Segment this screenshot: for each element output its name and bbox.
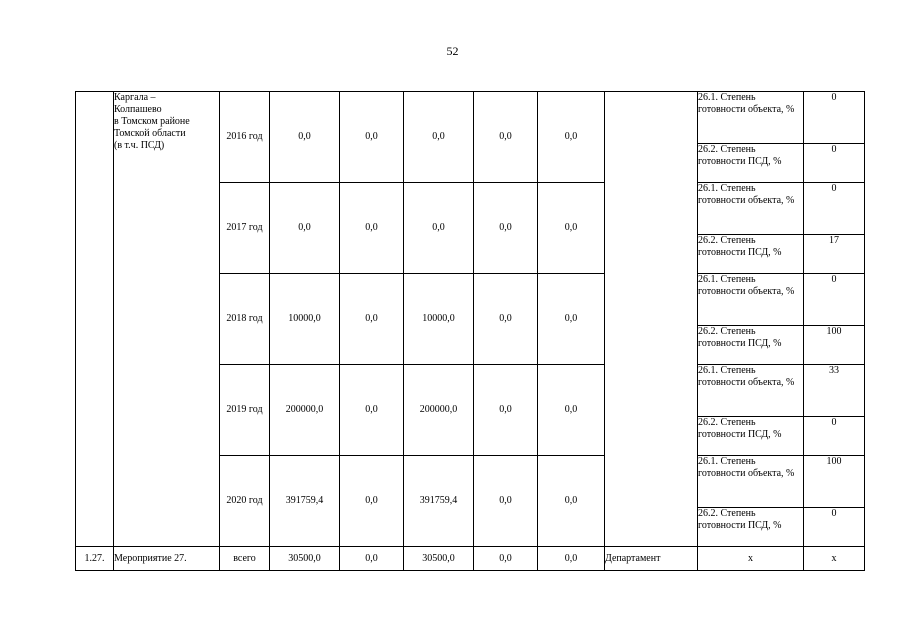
col3-cell: 10000,0	[404, 274, 474, 365]
indicator-label: 26.2. Степень готовности ПСД, %	[698, 417, 804, 456]
year-cell: 2019 год	[220, 365, 270, 456]
indicator-value: 0	[804, 417, 865, 456]
row-number: 1.27.	[76, 547, 114, 571]
indicator-label: 26.1. Степень готовности объекта, %	[698, 456, 804, 508]
year-cell: 2020 год	[220, 456, 270, 547]
total-cell: 0,0	[270, 92, 340, 183]
executor-cell: Департамент	[605, 547, 698, 571]
col4-cell: 0,0	[474, 183, 538, 274]
col2-cell: 0,0	[340, 183, 404, 274]
indicator-label: х	[698, 547, 804, 571]
indicator-label: 26.2. Степень готовности ПСД, %	[698, 235, 804, 274]
col5-cell: 0,0	[538, 365, 605, 456]
activity-name: Мероприятие 27.	[114, 547, 220, 571]
indicator-label: 26.1. Степень готовности объекта, %	[698, 365, 804, 417]
indicator-value: 100	[804, 326, 865, 365]
indicator-value: 0	[804, 274, 865, 326]
total-cell: 391759,4	[270, 456, 340, 547]
number-cell	[76, 92, 114, 547]
col4-cell: 0,0	[474, 456, 538, 547]
year-cell: 2018 год	[220, 274, 270, 365]
col2-cell: 0,0	[340, 274, 404, 365]
indicator-label: 26.1. Степень готовности объекта, %	[698, 92, 804, 144]
executor-cell	[605, 92, 698, 547]
indicator-value: 0	[804, 508, 865, 547]
total-cell: 200000,0	[270, 365, 340, 456]
col4-cell: 0,0	[474, 547, 538, 571]
col3-cell: 30500,0	[404, 547, 474, 571]
total-cell: 30500,0	[270, 547, 340, 571]
indicator-value: х	[804, 547, 865, 571]
indicator-value: 17	[804, 235, 865, 274]
page-number: 52	[446, 44, 459, 58]
indicator-value: 0	[804, 144, 865, 183]
col3-cell: 200000,0	[404, 365, 474, 456]
col5-cell: 0,0	[538, 92, 605, 183]
year-row	[76, 92, 865, 144]
col3-cell: 391759,4	[404, 456, 474, 547]
indicator-label: 26.2. Степень готовности ПСД, %	[698, 326, 804, 365]
indicator-label: 26.2. Степень готовности ПСД, %	[698, 508, 804, 547]
col4-cell: 0,0	[474, 365, 538, 456]
col3-cell: 0,0	[404, 92, 474, 183]
col4-cell: 0,0	[474, 274, 538, 365]
col2-cell: 0,0	[340, 456, 404, 547]
indicator-value: 100	[804, 456, 865, 508]
indicator-label: 26.2. Степень готовности ПСД, %	[698, 144, 804, 183]
indicator-label: 26.1. Степень готовности объекта, %	[698, 274, 804, 326]
indicator-value: 33	[804, 365, 865, 417]
indicator-label: 26.1. Степень готовности объекта, %	[698, 183, 804, 235]
year-cell: 2016 год	[220, 92, 270, 183]
col5-cell: 0,0	[538, 456, 605, 547]
col5-cell: 0,0	[538, 547, 605, 571]
total-cell: 10000,0	[270, 274, 340, 365]
table-body	[76, 92, 865, 571]
period-cell: всего	[220, 547, 270, 571]
indicator-value: 0	[804, 183, 865, 235]
indicator-value: 0	[804, 92, 865, 144]
col2-cell: 0,0	[340, 92, 404, 183]
col5-cell: 0,0	[538, 183, 605, 274]
col2-cell: 0,0	[340, 365, 404, 456]
col2-cell: 0,0	[340, 547, 404, 571]
col4-cell: 0,0	[474, 92, 538, 183]
total-cell: 0,0	[270, 183, 340, 274]
activity-row	[76, 547, 865, 571]
program-table	[75, 91, 865, 571]
year-cell: 2017 год	[220, 183, 270, 274]
object-name: Каргала – Колпашево в Томском районе Томской области (в т.ч. ПСД)	[114, 92, 220, 547]
col5-cell: 0,0	[538, 274, 605, 365]
col3-cell: 0,0	[404, 183, 474, 274]
